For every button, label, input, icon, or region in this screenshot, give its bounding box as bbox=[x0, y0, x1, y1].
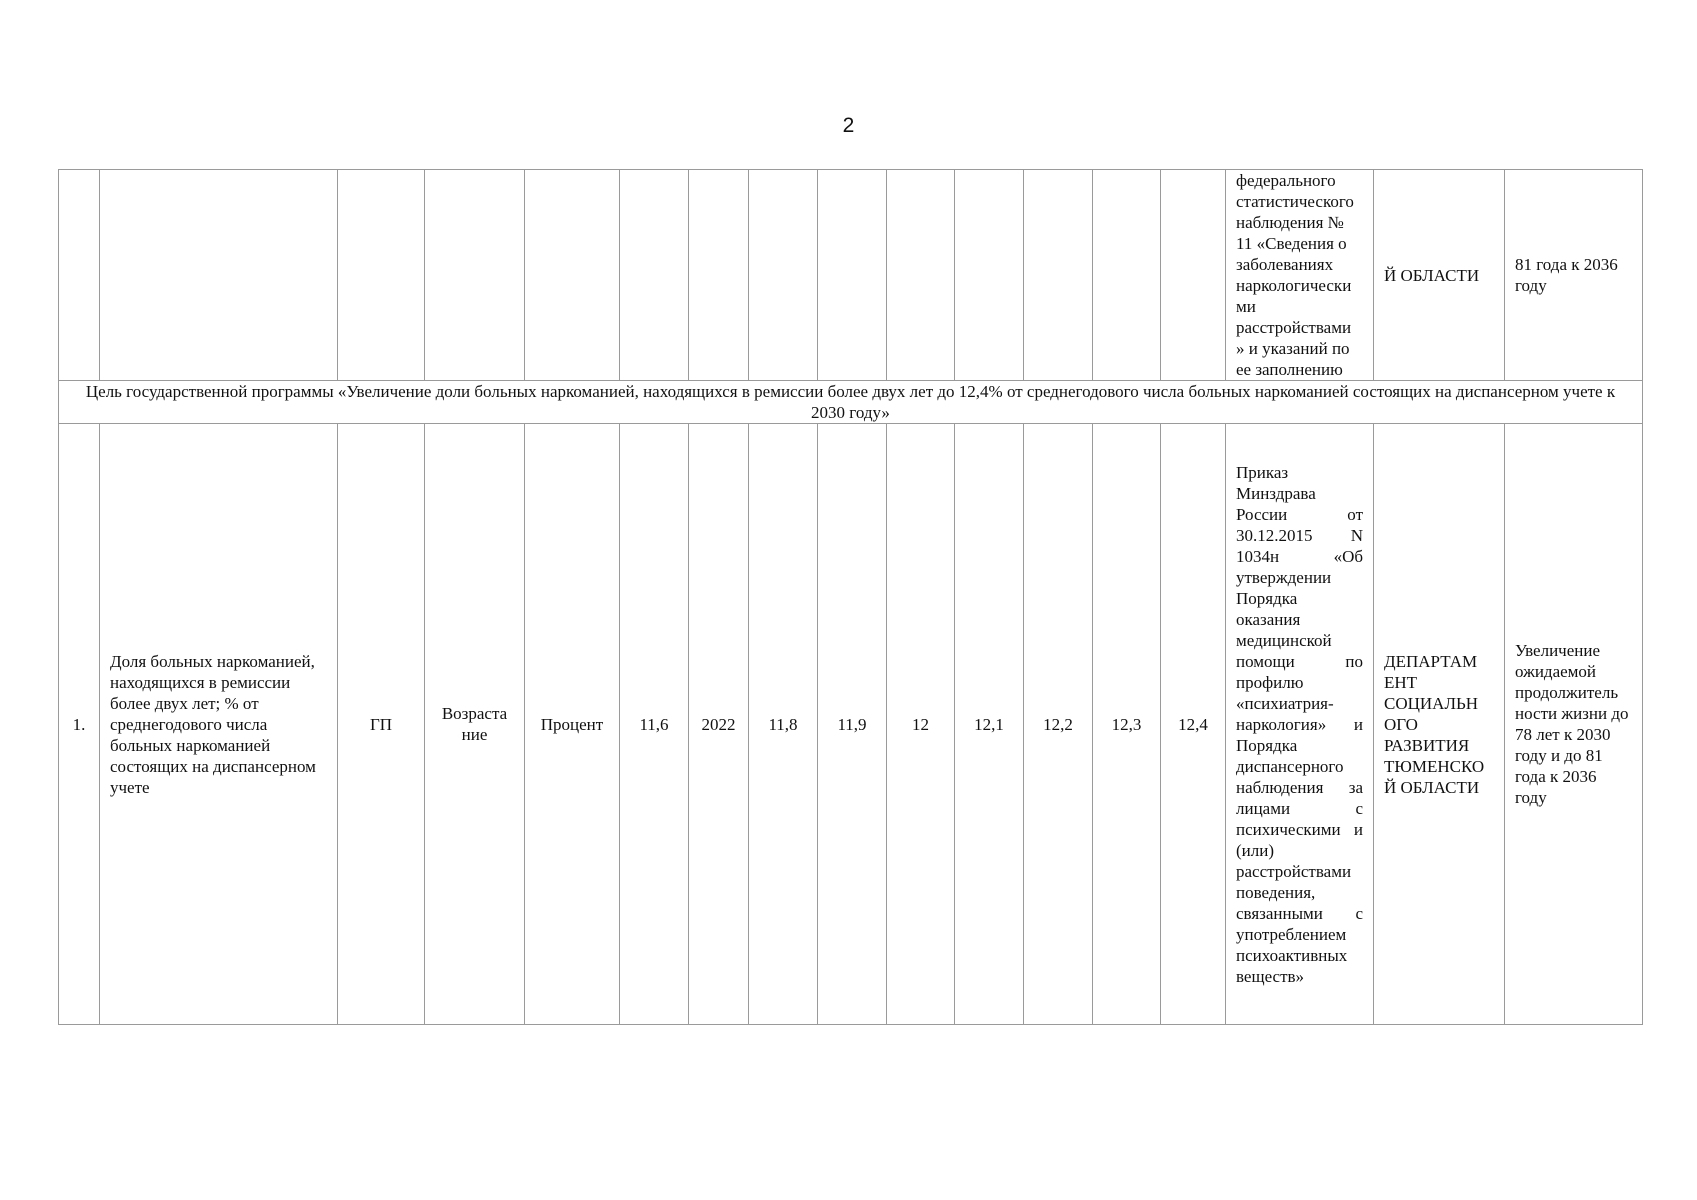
cell-v2029: 12,3 bbox=[1093, 424, 1161, 1025]
goal-text: Цель государственной программы «Увеличение доли больных наркоманией, находящихся в ремиссии более двух лет до 12,4% от среднегодового числа больных наркоманией состоящих на диспансерном учете к 2030 году» bbox=[59, 381, 1643, 424]
cell-v2027: 12,1 bbox=[955, 424, 1024, 1025]
cell-document: Приказ Минздрава России от 30.12.2015 N 1034н «Об утверждении Порядка оказания медицинской помощи по профилю «психиатрия-наркология» и Порядка диспансерного наблюдения за лицами с психическими и (или) расстройствами поведения, связанными с употреблением психоактивных веществ» bbox=[1226, 424, 1374, 1025]
table-row-goal bbox=[59, 381, 1643, 424]
table-row-continued bbox=[59, 170, 1643, 381]
table-row bbox=[59, 424, 1643, 1025]
cell-v2029 bbox=[1093, 170, 1161, 381]
cell-level bbox=[338, 170, 425, 381]
cell-base-year bbox=[689, 170, 749, 381]
cell-v2025: 11,9 bbox=[818, 424, 887, 1025]
cell-v2028 bbox=[1024, 170, 1093, 381]
cell-base-value bbox=[620, 170, 689, 381]
cell-trend: Возраста ние bbox=[425, 424, 525, 1025]
cell-base-year: 2022 bbox=[689, 424, 749, 1025]
cell-link: Увеличение ожидаемой продолжитель ности жизни до 78 лет к 2030 году и до 81 года к 2036 году bbox=[1505, 424, 1643, 1025]
cell-v2024: 11,8 bbox=[749, 424, 818, 1025]
indicators-table bbox=[58, 169, 1643, 1025]
cell-trend bbox=[425, 170, 525, 381]
cell-num bbox=[59, 170, 100, 381]
cell-source: федерального статистического наблюдения № 11 «Сведения о заболеваниях наркологически ми расстройствами » и указаний по ее заполнению bbox=[1226, 170, 1374, 381]
cell-responsible: ДЕПАРТАМ ЕНТ СОЦИАЛЬН ОГО РАЗВИТИЯ ТЮМЕНСКО Й ОБЛАСТИ bbox=[1374, 424, 1505, 1025]
cell-base-value: 11,6 bbox=[620, 424, 689, 1025]
cell-unit: Процент bbox=[525, 424, 620, 1025]
cell-name: Доля больных наркоманией, находящихся в ремиссии более двух лет; % от среднегодового числа больных наркоманией состоящих на диспансерном учете bbox=[100, 424, 338, 1025]
cell-v2028: 12,2 bbox=[1024, 424, 1093, 1025]
cell-v2027 bbox=[955, 170, 1024, 381]
cell-v2025 bbox=[818, 170, 887, 381]
cell-num: 1. bbox=[59, 424, 100, 1025]
cell-responsible: Й ОБЛАСТИ bbox=[1374, 170, 1505, 381]
cell-v2030: 12,4 bbox=[1161, 424, 1226, 1025]
cell-v2026: 12 bbox=[887, 424, 955, 1025]
cell-link: 81 года к 2036 году bbox=[1505, 170, 1643, 381]
cell-name bbox=[100, 170, 338, 381]
cell-v2026 bbox=[887, 170, 955, 381]
cell-unit bbox=[525, 170, 620, 381]
cell-v2030 bbox=[1161, 170, 1226, 381]
cell-v2024 bbox=[749, 170, 818, 381]
cell-level: ГП bbox=[338, 424, 425, 1025]
page-number: 2 bbox=[842, 114, 855, 137]
